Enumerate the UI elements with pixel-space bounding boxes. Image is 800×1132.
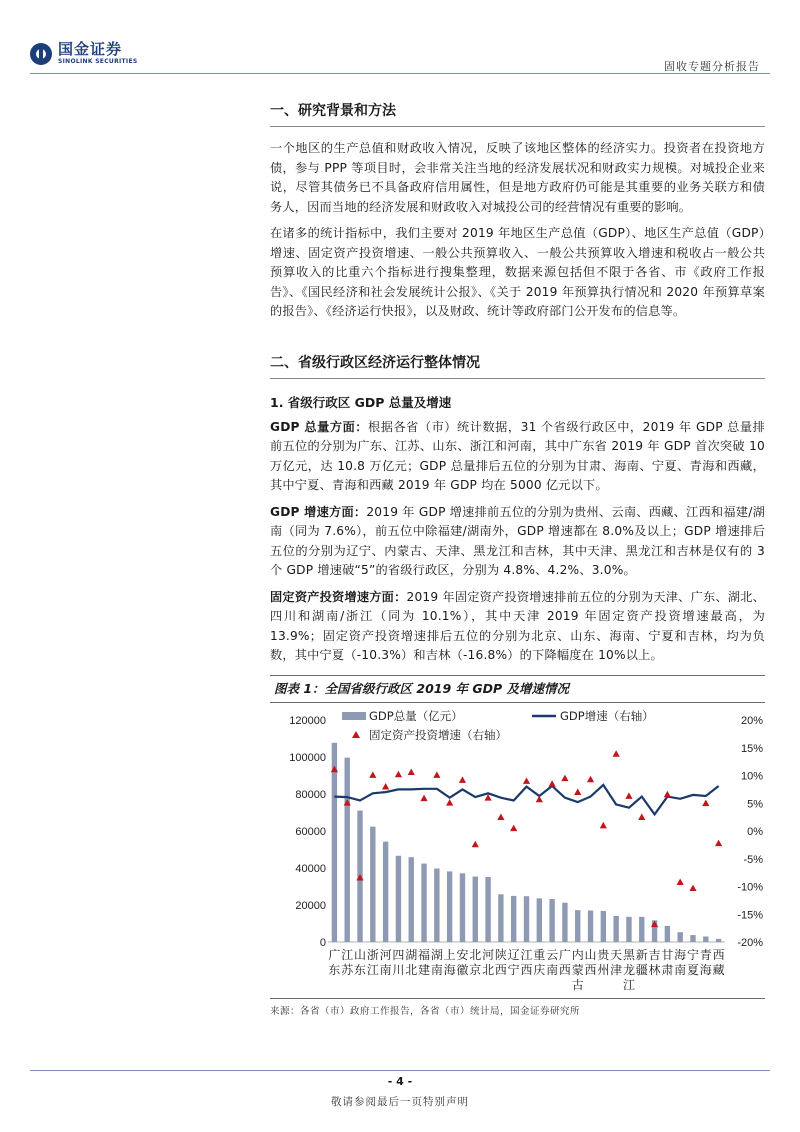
category-label: 河北 [482,948,495,977]
category-label: 河南 [379,948,392,977]
fai-growth-marker [613,750,620,756]
subsection-title: 1. 省级行政区 GDP 总量及增速 [270,394,452,410]
gdp-bar [485,877,490,942]
section-1-paragraph-1: 一个地区的生产总值和财政收入情况，反映了该地区整体的经济实力。投资者在投资地方债，参与 PPP 等项目时，会非常关注当地的经济发展状况和财政实力规模。对城投企业来说，尽管其债务已不具备政府信用属性，但是地方政府仍可能是其重要的业务关联方和债务人，因而当地的经济发展和财政收入对城投公司的经营情况有重要的影响。 [270,141,765,214]
category-label: 广西 [558,948,571,977]
figure-title: 图表 1：全国省级行政区 2019 年 GDP 及增速情况 [274,681,570,696]
right-axis-tick-label: 5% [747,798,763,811]
figure-source: 来源：各省（市）政府工作报告，各省（市）统计局，国金证券研究所 [270,1006,581,1017]
category-label: 上海 [443,948,456,977]
fai-growth-marker [497,814,504,820]
gdp-bar [588,911,593,942]
left-axis-tick-label: 20000 [295,900,326,912]
category-label: 山西 [584,948,597,977]
fai-growth-marker [702,800,709,806]
company-logo [30,42,137,65]
gdp-bar [665,926,670,942]
legend-line-label: GDP增速（右轴） [560,709,654,723]
page-number: - 4 - [387,1075,413,1088]
logo-cn-text: 国金证券 [58,40,123,58]
main-content [270,96,765,666]
fai-paragraph [270,588,765,666]
gdp-bar [511,896,516,942]
section-1 [270,100,765,322]
category-label: 西藏 [712,948,725,977]
category-label: 青海 [699,948,712,977]
gdp-total-paragraph [270,418,765,496]
section-2 [270,352,765,666]
gdp-bar [421,864,426,942]
gdp-bar [613,916,618,942]
gdp-bar [447,871,452,942]
legend-marker-label: 固定资产投资增速（右轴） [369,728,507,742]
category-label: 湖北 [405,948,418,977]
gdp-total-lead: GDP 总量方面： [270,419,369,434]
gdp-growth-paragraph [270,503,765,581]
fai-growth-marker [625,792,632,798]
category-label: 安徽 [456,948,469,977]
category-label: 福建 [418,948,431,977]
category-label: 辽宁 [507,948,520,977]
gdp-bar [524,896,529,942]
fai-growth-marker [677,878,684,884]
category-label: 吉林 [648,948,661,977]
fai-growth-marker [561,775,568,781]
section-2-divider [270,378,765,379]
fai-growth-marker [638,814,645,820]
header-divider [30,73,770,74]
gdp-bar [383,842,388,942]
fai-growth-marker [549,780,556,786]
fai-growth-marker [664,791,671,797]
fai-growth-marker [523,777,530,783]
gdp-bar [332,743,337,942]
legend-bar-label: GDP总量（亿元） [369,709,463,723]
fai-growth-marker [472,841,479,847]
section-2-title: 二、省级行政区经济运行整体情况 [270,354,480,371]
right-axis-tick-label: -10% [737,881,763,894]
legend-marker-swatch [352,731,360,738]
gdp-bar [575,910,580,942]
fai-growth-marker [395,771,402,777]
gdp-bar [677,932,682,942]
fai-growth-marker [510,825,517,831]
gdp-bar [716,939,721,942]
gdp-bar [460,873,465,942]
gdp-bar [396,856,401,942]
fai-growth-marker [600,822,607,828]
gdp-bar [562,903,567,942]
right-axis-tick-label: 20% [740,715,763,727]
fai-text: 2019 年固定资产投资增速排前五位的分别为天津、广东、湖北、四川和湖南/浙江（同为 10.1%），其中天津 2019 年固定资产投资增速最高，为 13.9%；固定资产投资增速排后五位的分别为北京、山东、海南、宁夏和吉林，均为负数，其中宁夏（-10.3%）和吉林（-16.8%）的下降幅度在 10%以上。 [270,589,766,662]
gdp-bar [601,911,606,942]
category-label: 山东 [354,948,367,977]
category-label: 天津 [610,948,623,977]
fai-growth-marker [408,769,415,775]
category-label: 贵州 [597,948,610,977]
gdp-bar [473,877,478,942]
gdp-chart [270,702,765,996]
section-1-title: 一、研究背景和方法 [270,103,396,119]
category-label: 宁夏 [686,948,699,977]
legend-bar-swatch [342,712,366,720]
left-axis-tick-label: 100000 [289,752,326,764]
category-label: 湖南 [430,948,443,977]
fai-growth-marker [536,796,543,802]
category-label: 四川 [392,948,405,977]
gdp-bar [639,917,644,942]
fai-growth-marker [420,795,427,801]
category-label: 广东 [328,948,341,977]
left-axis-tick-label: 0 [319,937,326,949]
left-axis-tick-label: 60000 [295,826,326,838]
fai-growth-marker [587,776,594,782]
left-axis-tick-label: 80000 [295,789,326,801]
fai-growth-marker [382,783,389,789]
category-label: 内蒙古 [571,948,584,992]
section-1-divider [270,126,765,127]
logo-icon [30,43,52,65]
right-axis-tick-label: 10% [740,770,763,783]
logo-en-text: SINOLINK SECURITIES [58,58,138,65]
fai-growth-marker [459,776,466,782]
right-axis-tick-label: 15% [740,742,763,755]
gdp-bar [626,917,631,942]
gdp-bar [345,758,350,942]
right-axis-tick-label: 0% [747,826,763,838]
fai-growth-marker [369,771,376,777]
source-divider [270,998,765,999]
report-type: 固收专题分析报告 [664,60,760,73]
category-label: 江西 [520,948,533,977]
gdp-growth-text: 2019 年 GDP 增速排前五位的分别为贵州、云南、西藏、江西和福建/湖南（同为 7.6%），前五位中除福建/湖南外，GDP 增速都在 8.0%及以上；GDP 增速排后五位的分别为辽宁、内蒙古、天津、黑龙江和吉林，其中天津、黑龙江和吉林是仅有的 3 个 GDP 增速破“5”的省级行政区，分别为 4.8%、4.2%、3.0%。 [270,504,765,577]
category-label: 黑龙江 [622,948,635,992]
gdp-bar [537,898,542,942]
right-axis-tick-label: -20% [737,937,763,949]
category-label: 重庆 [533,948,546,977]
category-label: 浙江 [366,948,379,977]
footer-disclaimer: 敬请参阅最后一页特别声明 [331,1096,469,1108]
fai-growth-marker [689,885,696,891]
fai-growth-marker [446,799,453,805]
category-label: 陕西 [494,948,507,977]
figure-title-bar [270,675,765,703]
fai-growth-marker [574,789,581,795]
fai-lead: 固定资产投资增速方面： [270,589,407,604]
gdp-total-text: 根据各省（市）统计数据，31 个省级行政区中，2019 年 GDP 总量排前五位的分别为广东、江苏、山东、浙江和河南，其中广东省 2019 年 GDP 首次突破 10 万亿元，达 10.8 万亿元；GDP 总量排后五位的分别为甘肃、海南、宁夏、青海和西藏，其中宁夏、青海和西藏 2019 年 GDP 均在 5000 亿元以下。 [270,419,765,492]
fai-growth-marker [433,771,440,777]
gdp-bar [409,857,414,942]
gdp-bar [434,868,439,942]
gdp-growth-lead: GDP 增速方面： [270,504,367,519]
fai-growth-marker [715,840,722,846]
category-label: 新疆 [635,948,648,977]
category-label: 海南 [674,948,687,977]
category-label: 甘肃 [661,948,674,977]
right-axis-tick-label: -15% [737,909,763,922]
page-header [0,0,800,80]
category-label: 北京 [469,948,482,977]
gdp-bar [370,827,375,942]
gdp-growth-line [334,785,718,815]
category-label: 江苏 [341,948,354,977]
left-axis-tick-label: 40000 [295,863,326,875]
right-axis-tick-label: -5% [743,853,763,866]
left-axis-tick-label: 120000 [289,715,326,727]
category-label: 云南 [546,948,559,977]
gdp-bar [690,935,695,942]
gdp-bar [549,899,554,942]
footer-divider [30,1070,770,1071]
gdp-bar [703,937,708,942]
gdp-bar [498,894,503,942]
section-1-paragraph-2: 在诸多的统计指标中，我们主要对 2019 年地区生产总值（GDP）、地区生产总值（GDP）增速、固定资产投资增速、一般公共预算收入、一般公共预算收入增速和税收占一般公共预算收入的比重六个指标进行搜集整理，数据来源包括但不限于各省、市《政府工作报告》、《国民经济和社会发展统计公报》、《关于 2019 年预算执行情况和 2020 年预算草案的报告》、《经济运行快报》，以及财政、统计等政府部门公开发布的信息等。 [270,226,765,318]
